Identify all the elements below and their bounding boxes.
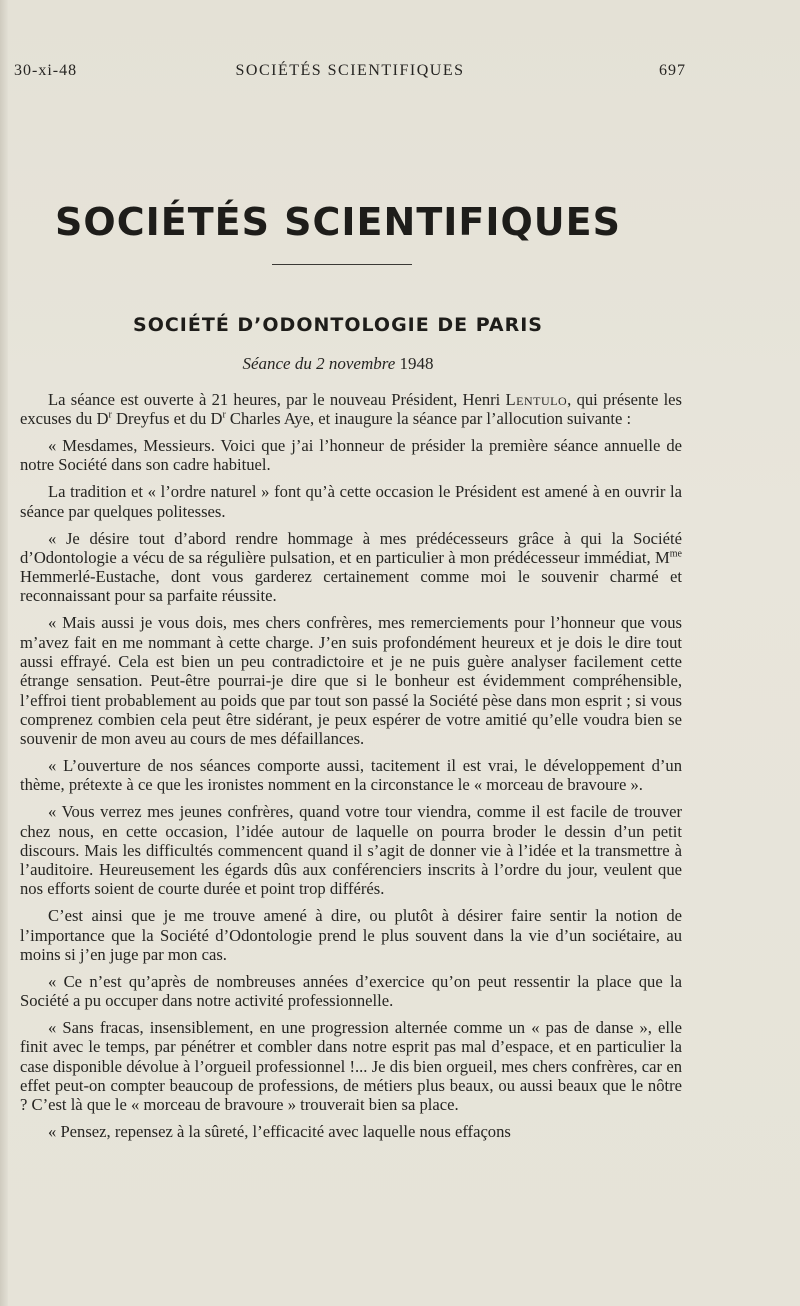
title-divider <box>272 264 412 265</box>
paragraph-8: C’est ainsi que je me trouve amené à dire, ou plutôt à désirer faire sentir la notion de l’importance que la Société d’Odontologie prend le plus souvent dans la vie d’un sociétaire, au moins si j’en juge par mon cas. <box>20 906 682 964</box>
society-title: SOCIÉTÉ D’ODONTOLOGIE DE PARIS <box>133 314 543 336</box>
paragraph-5: « Mais aussi je vous dois, mes chers confrères, mes remerciements pour l’honneur que vous m’avez fait en me nommant à cette charge. J’en suis profondément heureux et je dois le dire tout aussi effrayé. Cela est bien un peu contradictoire et je ne puis guère analyser facilement cette étrange sensation. Peut-être pourrai-je dire que si le bonheur est évidemment compréhensible, l’effroi tient probablement au poids que par tout son passé la Société pèse dans mon esprit ; si vous comprenez combien cela peut être sidérant, je peux espérer de votre amitié qu’elle voudra bien se souvenir de mon aveu au cours de mes défaillances. <box>20 613 682 749</box>
article-body <box>20 390 682 1149</box>
session-date <box>0 354 676 374</box>
page-number: 697 <box>659 62 686 79</box>
header-date: 30-xi-48 <box>14 62 78 79</box>
paragraph-11: « Pensez, repensez à la sûreté, l’efficacité avec laquelle nous effaçons <box>48 1122 511 1142</box>
paragraph-1-text-b: , qui présente les excuses du D <box>20 390 683 429</box>
paragraph-3: La tradition et « l’ordre naturel » font qu’à cette occasion le Président est amené à en ouvrir la séance par quelques politesses. <box>20 482 682 521</box>
paragraph-2: « Mesdames, Messieurs. Voici que j’ai l’honneur de présider la première séance annuelle de notre Société dans son cadre habituel. <box>20 436 682 475</box>
paragraph-6: « L’ouverture de nos séances comporte aussi, tacitement il est vrai, le développement d’un thème, prétexte à ce que les ironistes nomment en la circonstance le « morceau de bravoure ». <box>20 756 682 795</box>
paragraph-1 <box>20 390 682 429</box>
paragraph-4 <box>20 529 682 606</box>
paragraph-4-text-b: Hemmerlé-Eustache, dont vous garderez certainement comme moi le souvenir charmé et reconnaissant pour sa parfaite réussite. <box>20 567 682 606</box>
madame-superscript: me <box>669 548 682 560</box>
section-title: SOCIÉTÉS SCIENTIFIQUES <box>55 200 621 244</box>
doctor-superscript-2: r <box>222 409 226 421</box>
session-label: Séance du 2 novembre <box>242 354 396 373</box>
paragraph-10: « Sans fracas, insensiblement, en une progression alternée comme un « pas de danse », elle finit avec le temps, par pénétrer et combler dans notre esprit pas mal d’espace, et en particulier la case disponible dévolue à l’orgueil professionnel !... Je dis bien orgueil, mes chers confrères, car en effet peut-on compter beaucoup de professions, de métiers plus beaux, ou aussi beaux que le nôtre ? C’est là que le « morceau de bravoure » trouverait bien sa place. <box>20 1017 682 1115</box>
paragraph-9: « Ce n’est qu’après de nombreuses années d’exercice qu’on peut ressentir la place que la Société a pu occuper dans notre activité professionnelle. <box>20 971 682 1011</box>
paragraph-1-text-a: La séance est ouverte à 21 heures, par le nouveau Président, Henri <box>48 390 506 409</box>
running-title: SOCIÉTÉS SCIENTIFIQUES <box>235 62 465 79</box>
doctor-superscript-1: r <box>108 409 112 421</box>
president-name: Lentulo <box>505 390 568 409</box>
page-edge-shadow <box>0 0 8 1306</box>
paragraph-1-text-c: Dreyfus et du D <box>111 409 223 429</box>
running-header <box>14 62 686 86</box>
session-year: 1948 <box>399 354 434 373</box>
paragraph-7: « Vous verrez mes jeunes confrères, quand votre tour viendra, comme il est facile de trouver chez nous, en cette occasion, l’idée autour de laquelle on pourra broder le dessin d’un petit discours. Mais les difficultés commencent quand il s’agit de donner vie à l’idée et la transmettre à l’auditoire. Heureusement les égards dûs aux conférenciers inscrits à l’ordre du jour, veulent que nos efforts soient de courte durée et point trop différés. <box>20 802 682 899</box>
paragraph-4-text-a: « Je désire tout d’abord rendre hommage à mes prédécesseurs grâce à qui la Société d’Odontologie a vécu de sa régulière pulsation, et en particulier à mon prédécesseur immédiat, M <box>20 528 682 567</box>
paragraph-1-text-d: Charles Aye, et inaugure la séance par l’allocution suivante : <box>225 409 632 429</box>
